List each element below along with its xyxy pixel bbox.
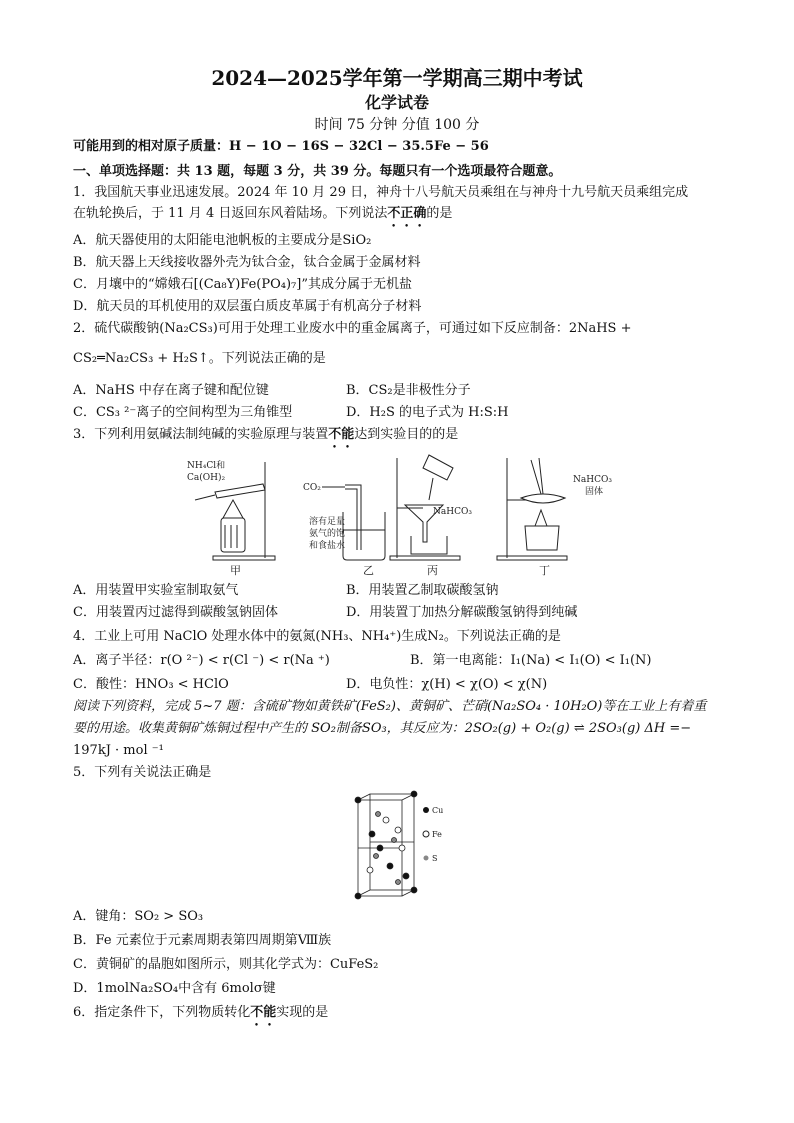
q1-option-b: B．航天器上天线接收器外壳为钛合金，钛合金属于金属材料 (73, 255, 421, 270)
q5-option-d: D．1molNa₂SO₄中含有 6molσ键 (73, 981, 276, 996)
apparatus-ding (497, 458, 612, 577)
legend-fe: Fe (432, 830, 442, 839)
q6-stem-c: 实现的是 (276, 1005, 329, 1020)
q1-option-a: A．航天器使用的太阳能电池帆板的主要成分是SiO₂ (73, 233, 372, 248)
q1-stem-2 (73, 205, 452, 230)
q5-option-c: C．黄铜矿的晶胞如图所示，则其化学式为：CuFeS₂ (73, 957, 379, 972)
q4-option-b: B．第一电离能：I₁(Na) < I₁(O) < I₁(N) (410, 653, 652, 668)
ding-reagent-1: NaHCO₃ (573, 475, 612, 485)
q4-option-c: C．酸性：HNO₃ < HClO (73, 677, 229, 692)
reading-line-3: 197kJ · mol ⁻¹ (73, 743, 164, 758)
q3-option-d: D．用装置丁加热分解碳酸氢钠得到纯碱 (346, 605, 578, 620)
q1-stem-2c: 的是 (426, 206, 453, 221)
q2-option-c: C．CS₃ ²⁻离子的空间构型为三角锥型 (73, 405, 293, 420)
q4-option-d: D．电负性：χ(H) < χ(O) < χ(N) (346, 677, 548, 692)
yi-desc-3: 和食盐水 (309, 541, 346, 551)
q6-stem (73, 1004, 328, 1029)
apparatus-jia (187, 460, 275, 577)
q4-stem: 4．工业上可用 NaClO 处理水体中的氨氮(NH₃、NH₄⁺)生成N₂。下列说法正确的是 (73, 629, 561, 644)
q5-option-b: B．Fe 元素位于元素周期表第四周期第Ⅷ族 (73, 933, 332, 948)
yi-co2: CO₂ (303, 483, 321, 493)
q3-option-c: C．用装置丙过滤得到碳酸氢钠固体 (73, 605, 278, 620)
q2-option-b: B．CS₂是非极性分子 (346, 383, 471, 398)
legend-s: S (432, 854, 438, 863)
q3-stem-a: 3．下列利用氨碱法制纯碱的实验原理与装置 (73, 427, 329, 442)
apparatus-yi (303, 483, 385, 577)
legend-cu: Cu (432, 806, 444, 815)
q2-option-a: A．NaHS 中存在离子键和配位键 (73, 383, 269, 398)
apparatus-bing (390, 455, 472, 577)
crystal-cell-figure (350, 790, 460, 900)
q3-option-a: A．用装置甲实验室制取氨气 (73, 583, 239, 598)
q4-option-a: A．离子半径：r(O ²⁻) < r(Cl ⁻) < r(Na ⁺) (73, 653, 330, 668)
reading-line-2: 要的用途。收集黄铜矿炼铜过程中产生的 SO₂制备SO₃，其反应为：2SO₂(g) + O₂(g) ⇌ 2SO₃(g) ΔH =− (73, 721, 692, 736)
bing-reagent: NaHCO₃ (433, 507, 472, 517)
legend-cu-swatch (423, 807, 429, 813)
q3-stem (73, 426, 458, 451)
legend-s-swatch (424, 856, 429, 861)
q1-option-c: C．月壤中的“嫦娥石[(Ca₈Y)Fe(PO₄)₇]”其成分属于无机盐 (73, 277, 412, 292)
section-heading: 一、单项选择题：共 13 题，每题 3 分，共 39 分。每题只有一个选项最符合题意。 (73, 164, 562, 179)
q5-stem: 5．下列有关说法正确是 (73, 765, 212, 780)
exam-subtitle: 化学试卷 (364, 93, 429, 112)
legend-fe-swatch (423, 831, 429, 837)
label-ding: 丁 (539, 564, 550, 577)
exam-title: 2024—2025学年第一学期高三期中考试 (211, 66, 583, 90)
ding-reagent-2: 固体 (585, 487, 604, 497)
q3-option-b: B．用装置乙制取碳酸氢钠 (346, 583, 499, 598)
q6-emphasis: 不能 (250, 1005, 277, 1020)
q2-stem-1: 2．硫代碳酸钠(Na₂CS₃)可用于处理工业废水中的重金属离子，可通过如下反应制备：2NaHS + (73, 321, 632, 336)
label-jia: 甲 (230, 564, 241, 577)
label-bing: 丙 (427, 564, 438, 577)
jia-reagent-1: NH₄Cl和 (187, 461, 226, 471)
q1-option-d: D．航天员的耳机使用的双层蛋白质皮革属于有机高分子材料 (73, 299, 422, 314)
q5-option-a: A．键角：SO₂ > SO₃ (73, 909, 204, 924)
jia-reagent-2: Ca(OH)₂ (187, 473, 226, 483)
label-yi: 乙 (363, 564, 374, 577)
time-info: 时间 75 分钟 分值 100 分 (314, 117, 480, 133)
apparatus-figure (185, 450, 625, 580)
q1-stem-2a: 在轨轮换后，于 11 月 4 日返回东风着陆场。下列说法 (73, 206, 388, 221)
q6-stem-a: 6．指定条件下，下列物质转化 (73, 1005, 251, 1020)
q3-stem-c: 达到实验目的的是 (354, 427, 459, 442)
yi-desc-2: 氨气的饱 (309, 529, 346, 539)
q1-stem-1: 1．我国航天事业迅速发展。2024 年 10 月 29 日，神舟十八号航天员乘组在与神舟十九号航天员乘组完成 (73, 185, 689, 200)
q2-option-d: D．H₂S 的电子式为 H:S:H (346, 405, 509, 420)
reading-line-1: 阅读下列资料，完成 5~7 题：含硫矿物如黄铁矿(FeS₂)、黄铜矿、芒硝(Na₂SO₄ · 10H₂O)等在工业上有着重 (73, 699, 707, 714)
cell-atoms (355, 791, 417, 899)
yi-desc-1: 溶有足量 (309, 517, 346, 527)
atomic-masses: 可能用到的相对原子质量：H − 1O − 16S − 32Cl − 35.5Fe − 56 (73, 139, 489, 154)
q3-emphasis: 不能 (328, 427, 355, 442)
q2-stem-2: CS₂═Na₂CS₃ + H₂S↑。下列说法正确的是 (73, 351, 326, 366)
q1-emphasis: 不正确 (387, 206, 427, 221)
cell-frame (358, 794, 414, 896)
